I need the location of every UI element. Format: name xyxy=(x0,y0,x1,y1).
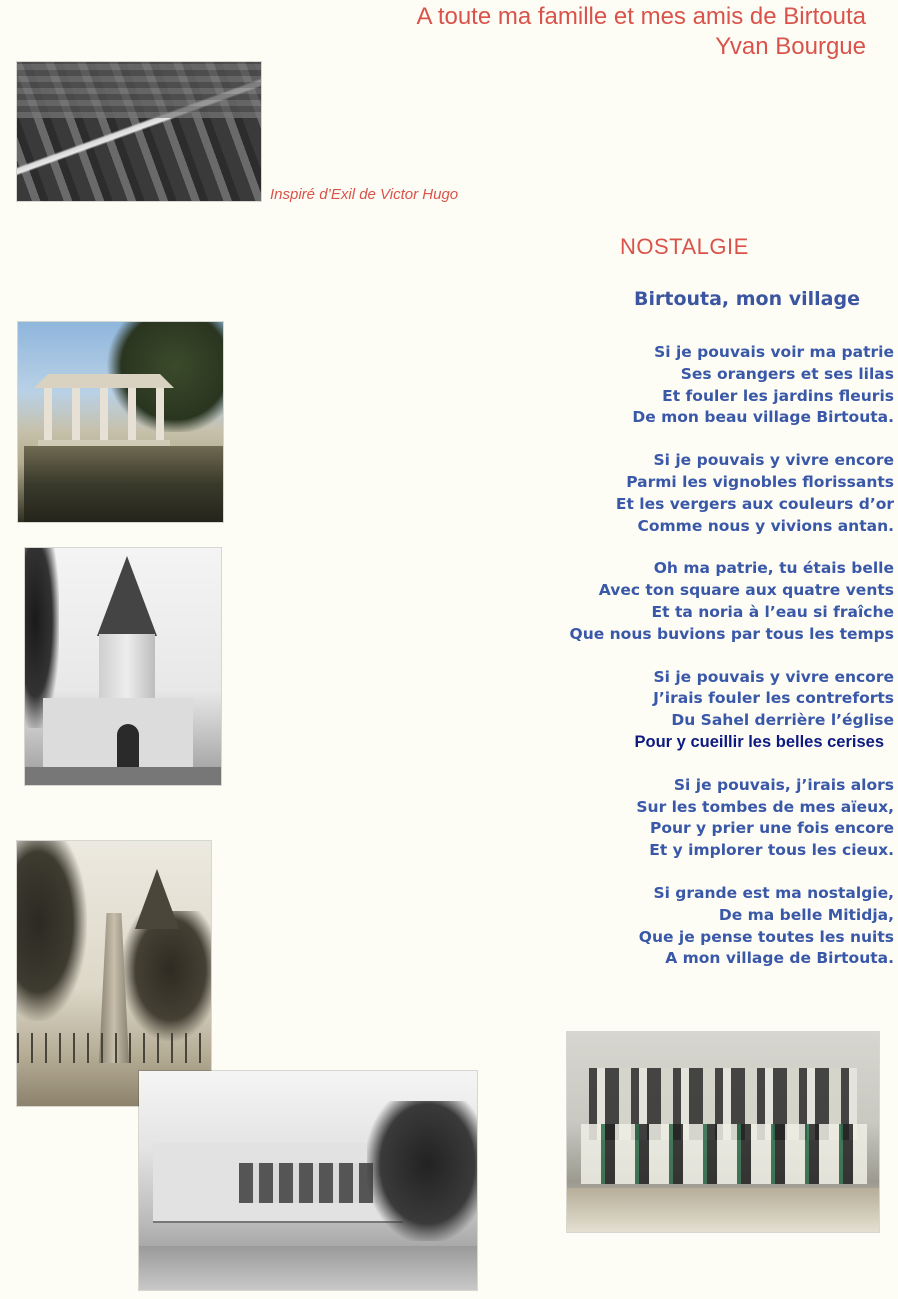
poem-line: Pour y prier une fois encore xyxy=(649,819,894,838)
stanza-1 xyxy=(454,342,894,429)
stanza-2 xyxy=(454,450,894,537)
stanza-5 xyxy=(454,775,894,862)
poem-line: Si je pouvais voir ma patrie xyxy=(654,343,894,361)
poem-line: Et y implorer tous les cieux. xyxy=(649,841,894,860)
tree-shape xyxy=(121,911,211,1041)
poem-title: NOSTALGIE xyxy=(620,234,749,259)
stanza-3 xyxy=(454,558,894,645)
church-photo xyxy=(25,548,221,785)
aerial-village-photo xyxy=(17,62,261,201)
poem-line: Pour y cueillir les belles cerises xyxy=(634,732,884,751)
poem-line: A mon village de Birtouta. xyxy=(665,949,894,968)
church-steeple xyxy=(135,869,179,929)
poem-line: Si je pouvais, j’irais alors xyxy=(673,775,894,794)
street xyxy=(25,767,221,785)
poem-line: Et fouler les jardins fleuris xyxy=(662,386,894,405)
poem-body xyxy=(454,342,894,991)
church-spire xyxy=(97,556,157,636)
tree-shape xyxy=(367,1101,477,1241)
road xyxy=(139,1246,477,1290)
kiosk-square-photo xyxy=(18,322,223,522)
poem-line: Du Sahel derrière l’église xyxy=(671,711,894,730)
stanza-6 xyxy=(454,883,894,970)
poem-line: Ses orangers et ses lilas xyxy=(680,364,894,383)
school-photo xyxy=(139,1071,477,1290)
poem-line: Si je pouvais y vivre encore xyxy=(653,667,894,686)
poem-line: Sur les tombes de mes aïeux, xyxy=(636,797,894,816)
poem-line: Oh ma patrie, tu étais belle xyxy=(653,559,894,578)
fence xyxy=(17,1033,211,1063)
dedication-header xyxy=(416,2,866,62)
poem-line: Parmi les vignobles florissants xyxy=(626,472,894,491)
poem-line: De mon beau village Birtouta. xyxy=(632,408,894,427)
poem-line: Si grande est ma nostalgie, xyxy=(653,883,894,902)
poem-line: Comme nous y vivions antan. xyxy=(637,516,894,535)
school-windows xyxy=(239,1163,379,1203)
team-front-row xyxy=(581,1124,867,1184)
church-door xyxy=(117,724,139,768)
tree-shape xyxy=(17,841,87,1021)
team-ground xyxy=(567,1188,879,1232)
square-ground xyxy=(24,446,223,522)
poem-line: Et ta noria à l’eau si fraîche xyxy=(651,602,894,621)
poem-line: De ma belle Mitidja, xyxy=(718,905,894,924)
dedication-line: A toute ma famille et mes amis de Birtouta xyxy=(416,3,866,30)
poem-line: Avec ton square aux quatre vents xyxy=(598,581,894,600)
inspiration-caption: Inspiré d’Exil de Victor Hugo xyxy=(270,186,459,203)
kiosk-pillars xyxy=(44,388,164,444)
stanza-4 xyxy=(454,667,894,754)
poem-line: Si je pouvais y vivre encore xyxy=(653,451,894,470)
poem-line: Et les vergers aux couleurs d’or xyxy=(615,494,894,513)
poem-subtitle: Birtouta, mon village xyxy=(634,288,860,310)
football-team-photo xyxy=(567,1032,879,1232)
poem-line: Que nous buvions par tous les temps xyxy=(569,624,894,643)
poem-line: Que je pense toutes les nuits xyxy=(638,927,894,946)
war-memorial-photo xyxy=(17,841,211,1106)
author-name: Yvan Bourgue xyxy=(715,33,866,60)
kiosk-roof xyxy=(34,374,174,388)
poem-line: J’irais fouler les contreforts xyxy=(653,689,894,708)
aerial-fields xyxy=(17,62,261,118)
